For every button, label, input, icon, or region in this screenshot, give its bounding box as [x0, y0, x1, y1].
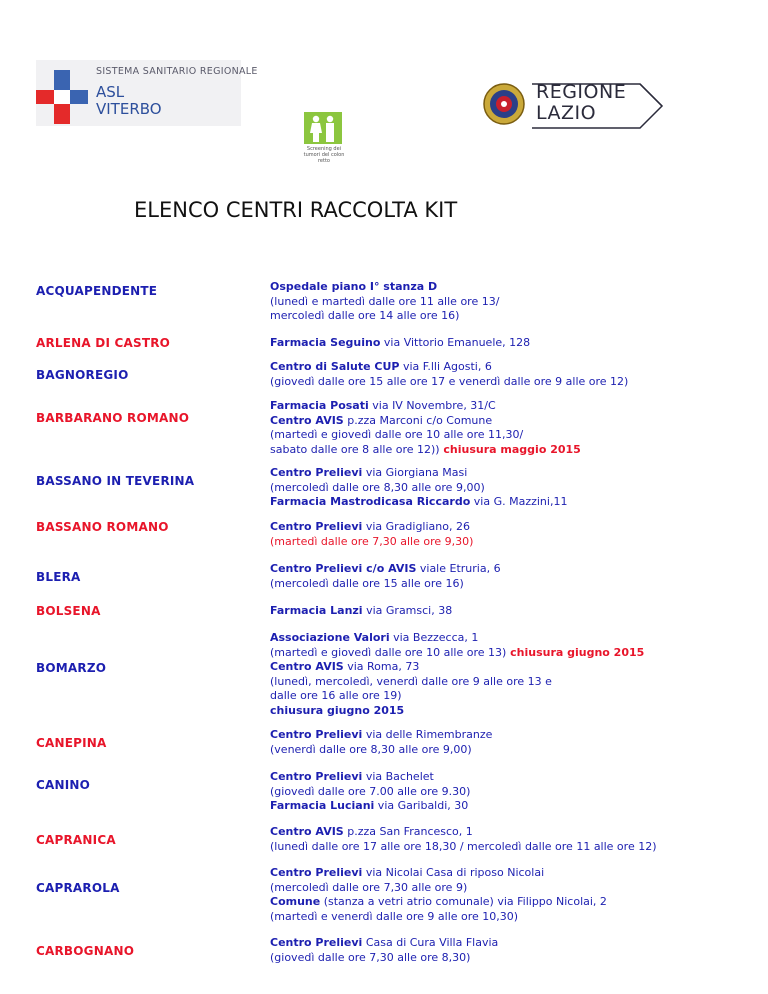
- detail-text: (giovedì dalle ore 15 alle ore 17 e venerdì dalle ore 9 alle ore 12): [270, 374, 629, 388]
- detail-line: [270, 414, 740, 429]
- center-details: [270, 825, 740, 854]
- town-name: BAGNOREGIO: [36, 368, 129, 382]
- center-details: [270, 399, 740, 457]
- detail-line: [270, 336, 740, 351]
- detail-text: (martedì e giovedì dalle ore 10 alle ore 13): [270, 645, 507, 659]
- detail-text: via delle Rimembranze: [362, 728, 493, 741]
- detail-text: (stanza a vetri atrio comunale) via Filippo Nicolai, 2: [320, 895, 607, 908]
- regione-name: [536, 82, 626, 124]
- detail-text: (martedì e venerdì dalle ore 9 alle ore 10,30): [270, 909, 519, 923]
- detail-text: via Nicolai Casa di riposo Nicolai: [362, 866, 545, 879]
- center-details: [270, 631, 740, 718]
- detail-line: [270, 399, 740, 414]
- page-title: ELENCO CENTRI RACCOLTA KIT: [134, 198, 458, 222]
- location-name: Centro di Salute CUP: [270, 360, 400, 373]
- town-name: BASSANO IN TEVERINA: [36, 474, 195, 488]
- location-name: Farmacia Mastrodicasa Riccardo: [270, 495, 471, 508]
- detail-text: via IV Novembre, 31/C: [368, 399, 496, 412]
- town-name: CANINO: [36, 778, 91, 792]
- location-name: Associazione Valori: [270, 631, 390, 644]
- location-name: Centro AVIS: [270, 660, 344, 673]
- detail-line: [270, 375, 740, 390]
- detail-line: [270, 562, 740, 577]
- screening-caption: Screening dei tumori del colon retto: [303, 146, 345, 164]
- detail-text: mercoledì dalle ore 14 alle ore 16): [270, 309, 460, 322]
- center-details: [270, 604, 740, 619]
- detail-line: [270, 881, 740, 896]
- detail-text: viale Etruria, 6: [416, 562, 501, 575]
- town-name: BARBARANO ROMANO: [36, 411, 190, 425]
- town-name: BOLSENA: [36, 604, 101, 618]
- detail-line: [270, 646, 740, 661]
- location-name: chiusura giugno 2015: [270, 703, 405, 717]
- detail-line: [270, 704, 740, 719]
- detail-line: [270, 295, 740, 310]
- detail-text: via Gramsci, 38: [362, 604, 453, 617]
- asl-name-line2: VITERBO: [96, 100, 162, 118]
- detail-line: [270, 428, 740, 443]
- detail-text: via Roma, 73: [343, 660, 420, 673]
- detail-line: [270, 895, 740, 910]
- medical-cross-icon: [36, 70, 88, 124]
- detail-text: (venerdì dalle ore 8,30 alle ore 9,00): [270, 742, 472, 756]
- detail-text: via G. Mazzini,11: [470, 495, 568, 508]
- asl-viterbo-logo: [36, 60, 258, 126]
- detail-line: [270, 481, 740, 496]
- detail-text: (lunedì, mercoledì, venerdì dalle ore 9 alle ore 13 e: [270, 674, 552, 688]
- center-details: [270, 336, 740, 351]
- center-details: [270, 562, 740, 591]
- detail-line: [270, 799, 740, 814]
- town-name: BASSANO ROMANO: [36, 520, 169, 534]
- location-name: Farmacia Lanzi: [270, 604, 363, 617]
- detail-line: [270, 785, 740, 800]
- schedule-note: (martedì dalle ore 7,30 alle ore 9,30): [270, 534, 474, 548]
- center-details: [270, 360, 740, 389]
- detail-line: [270, 825, 740, 840]
- detail-line: [270, 280, 740, 295]
- center-details: [270, 280, 740, 324]
- location-name: Centro Prelievi: [270, 936, 363, 949]
- closure-notice: chiusura maggio 2015: [439, 442, 581, 456]
- regione-lazio-logo: [480, 70, 670, 134]
- center-details: [270, 936, 740, 965]
- detail-line: [270, 743, 740, 758]
- center-details: [270, 866, 740, 924]
- detail-text: via F.lli Agosti, 6: [399, 360, 492, 373]
- location-name: Centro Prelievi: [270, 520, 363, 533]
- detail-line: [270, 360, 740, 375]
- asl-name: [96, 84, 162, 118]
- location-name: Centro AVIS: [270, 825, 344, 838]
- location-name: Centro AVIS: [270, 413, 344, 427]
- detail-text: (giovedì dalle ore 7.00 alle ore 9.30): [270, 784, 471, 798]
- detail-line: [270, 910, 740, 925]
- detail-line: [270, 866, 740, 881]
- location-name: Comune: [270, 895, 321, 908]
- location-name: Centro Prelievi: [270, 770, 363, 783]
- detail-line: [270, 495, 740, 510]
- center-details: [270, 728, 740, 757]
- detail-line: [270, 535, 740, 550]
- town-name: CANEPINA: [36, 736, 107, 750]
- detail-line: [270, 689, 740, 704]
- detail-text: dalle ore 16 alle ore 19): [270, 689, 402, 702]
- closure-notice: chiusura giugno 2015: [506, 645, 645, 659]
- detail-text: Casa di Cura Villa Flavia: [362, 936, 499, 949]
- detail-text: via Giorgiana Masi: [362, 466, 468, 479]
- center-details: [270, 520, 740, 549]
- detail-line: [270, 520, 740, 535]
- detail-text: sabato dalle ore 8 alle ore 12)): [270, 442, 440, 456]
- detail-text: p.zza San Francesco, 1: [343, 825, 473, 838]
- detail-line: [270, 466, 740, 481]
- detail-text: via Vittorio Emanuele, 128: [380, 336, 531, 349]
- location-name: Centro Prelievi c/o AVIS: [270, 562, 417, 575]
- town-name: CARBOGNANO: [36, 944, 135, 958]
- location-name: Centro Prelievi: [270, 728, 363, 741]
- detail-line: [270, 443, 740, 458]
- detail-text: via Gradigliano, 26: [362, 520, 470, 533]
- location-name: Ospedale piano I° stanza D: [270, 280, 438, 293]
- asl-name-line1: ASL: [96, 83, 125, 101]
- town-name: ACQUAPENDENTE: [36, 284, 158, 298]
- detail-line: [270, 770, 740, 785]
- detail-text: p.zza Marconi c/o Comune: [343, 413, 493, 427]
- detail-text: via Bezzecca, 1: [389, 631, 479, 644]
- town-name: BLERA: [36, 570, 81, 584]
- detail-text: (martedì e giovedì dalle ore 10 alle ore 11,30/: [270, 428, 524, 441]
- town-name: BOMARZO: [36, 661, 107, 675]
- detail-text: (mercoledì dalle ore 7,30 alle ore 9): [270, 880, 468, 894]
- regione-name-line2: LAZIO: [536, 102, 597, 124]
- location-name: Farmacia Posati: [270, 399, 369, 412]
- detail-text: via Bachelet: [362, 770, 434, 783]
- detail-text: via Garibaldi, 30: [374, 799, 469, 812]
- town-name: CAPRANICA: [36, 833, 116, 847]
- location-name: Centro Prelievi: [270, 866, 363, 879]
- location-name: Farmacia Seguino: [270, 336, 381, 349]
- town-name: CAPRAROLA: [36, 881, 120, 895]
- detail-line: [270, 631, 740, 646]
- detail-line: [270, 309, 740, 324]
- asl-system-label: SISTEMA SANITARIO REGIONALE: [96, 66, 258, 77]
- detail-line: [270, 840, 740, 855]
- detail-line: [270, 951, 740, 966]
- detail-line: [270, 675, 740, 690]
- detail-line: [270, 660, 740, 675]
- detail-text: (giovedì dalle ore 7,30 alle ore 8,30): [270, 950, 471, 964]
- detail-line: [270, 577, 740, 592]
- detail-text: (mercoledì dalle ore 8,30 alle ore 9,00): [270, 480, 485, 494]
- center-details: [270, 770, 740, 814]
- detail-text: (mercoledì dalle ore 15 alle ore 16): [270, 576, 464, 590]
- detail-line: [270, 728, 740, 743]
- detail-line: [270, 936, 740, 951]
- center-details: [270, 466, 740, 510]
- location-name: Centro Prelievi: [270, 466, 363, 479]
- detail-text: (lunedì dalle ore 17 alle ore 18,30 / mercoledì dalle ore 11 alle ore 12): [270, 839, 657, 853]
- location-name: Farmacia Luciani: [270, 799, 375, 812]
- regione-name-line1: REGIONE: [536, 81, 627, 103]
- people-icon: [304, 112, 342, 144]
- screening-logo: [302, 112, 346, 164]
- document-header: [0, 0, 768, 164]
- town-name: ARLENA DI CASTRO: [36, 336, 171, 350]
- detail-line: [270, 604, 740, 619]
- detail-text: (lunedì e martedì dalle ore 11 alle ore 13/: [270, 294, 500, 308]
